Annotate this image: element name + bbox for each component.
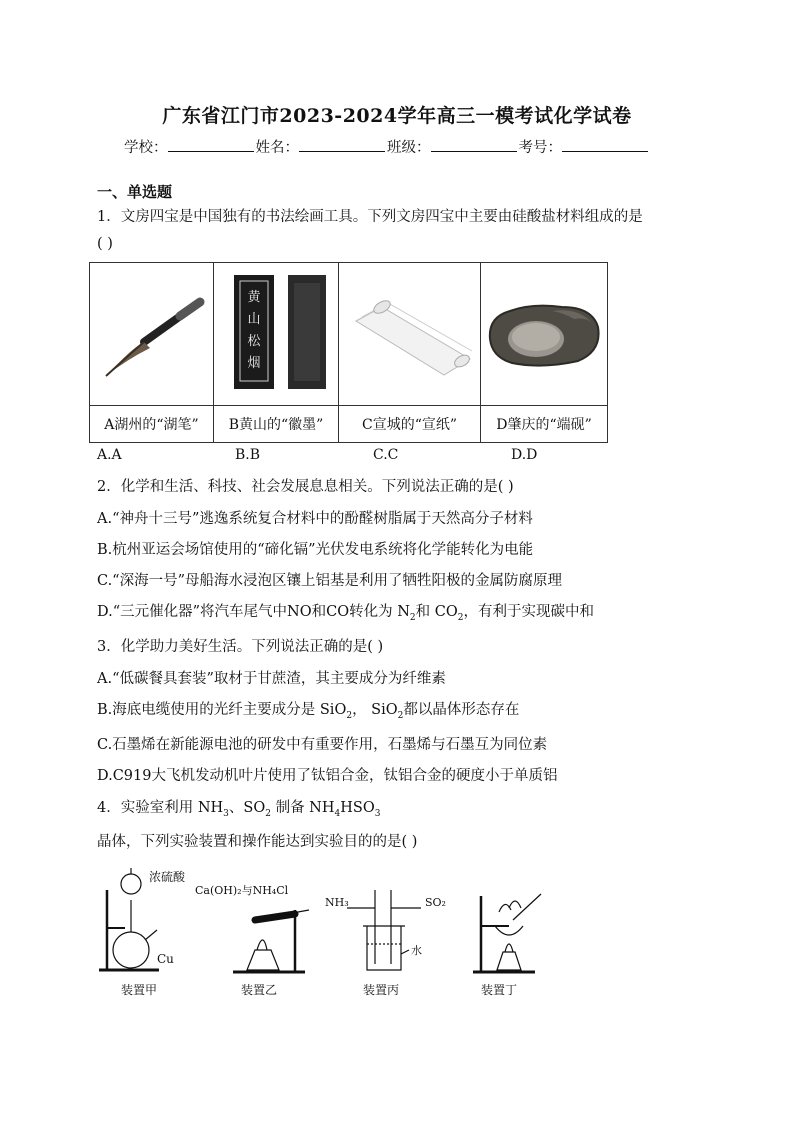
exam-number-blank[interactable] [562, 137, 648, 152]
school-blank[interactable] [168, 137, 254, 152]
school-field: 学校： [124, 136, 256, 157]
name-blank[interactable] [299, 137, 385, 152]
apparatus-jia [99, 868, 186, 997]
q4-stem-line2: 晶体，下列实验装置和操作能达到实验目的的是( ) [97, 834, 418, 850]
q1-stem-paren: ( ) [97, 236, 113, 252]
label-nh3: NH₃ [325, 896, 349, 909]
q1-stem: 1．文房四宝是中国独有的书法绘画工具。下列文房四宝中主要由硅酸盐材料组成的是 [97, 209, 643, 225]
label-reagent: Ca(OH)₂与NH₄Cl [195, 884, 289, 897]
label-so2: SO₂ [425, 896, 446, 909]
caption-yi: 装置乙 [241, 983, 278, 997]
caption-jia: 装置甲 [121, 983, 158, 997]
exam-title: 广东省江门市2023-2024学年高三一模考试化学试卷 [162, 105, 632, 127]
class-field: 班级： [387, 136, 519, 157]
q1-option-a[interactable]: A.A [97, 447, 122, 463]
section-title: 一、单选题 [97, 183, 173, 201]
caption-bing: 装置丙 [363, 983, 400, 997]
q4-apparatus-figure [95, 860, 555, 1005]
q3-option-d[interactable]: D.C919大飞机发动机叶片使用了钛铝合金，钛铝合金的硬度小于单质铝 [97, 768, 558, 784]
q3-stem: 3．化学助力美好生活。下列说法正确的是( ) [97, 639, 384, 655]
svg-text:烟: 烟 [247, 356, 261, 371]
svg-text:黄: 黄 [247, 290, 261, 305]
q1-option-b[interactable]: B.B [235, 447, 261, 463]
q2-stem: 2．化学和生活、科技、社会发展息息相关。下列说法正确的是( ) [97, 479, 514, 495]
q2-option-a[interactable]: A.“神舟十三号”逃逸系统复合材料中的酚醛树脂属于天然高分子材料 [97, 511, 533, 527]
svg-text:松: 松 [247, 334, 261, 349]
inkstone-image [481, 263, 608, 406]
q2-option-d[interactable]: D.“三元催化器”将汽车尾气中NO和CO转化为 $N_2$和 $CO_2$，有利于实现碳中和 [97, 604, 594, 623]
q3-option-b[interactable]: B.海底电缆使用的光纤主要成分是 SiO$_2$， SiO$_2$都以晶体形态存在 [97, 702, 520, 721]
svg-text:山: 山 [247, 312, 261, 327]
label-conc-sulfuric-acid: 浓硫酸 [149, 870, 186, 884]
name-field: 姓名： [256, 136, 388, 157]
class-blank[interactable] [431, 137, 517, 152]
student-info-line [124, 136, 650, 157]
q4-stem: 4．实验室利用 $NH_3$、$SO_2$ 制备 $NH_4HSO_3$ [97, 800, 381, 819]
q3-option-a[interactable]: A.“低碳餐具套装”取材于甘蔗渣，其主要成分为纤维素 [97, 671, 446, 687]
q2-option-c[interactable]: C.“深海一号”母船海水浸泡区镶上铝基是利用了牺牲阳极的金属防腐原理 [97, 573, 563, 589]
brush-image [90, 263, 214, 406]
q1-option-c[interactable]: C.C [373, 447, 399, 463]
q3-option-c[interactable]: C.石墨烯在新能源电池的研发中有重要作用，石墨烯与石墨互为同位素 [97, 737, 548, 753]
q1-option-d[interactable]: D.D [511, 447, 538, 463]
inkstick-image [214, 263, 339, 406]
apparatus-yi [195, 883, 309, 997]
q1-image-table [89, 262, 608, 443]
label-water: 水 [411, 944, 422, 957]
exam-number-field: 考号： [519, 136, 651, 157]
apparatus-ding [473, 894, 541, 997]
q1-caption-a: A湖州的“湖笔” [90, 406, 214, 443]
q1-caption-b: B黄山的“徽墨” [214, 406, 339, 443]
q1-caption-c: C宣城的“宣纸” [339, 406, 481, 443]
apparatus-bing [325, 890, 446, 997]
paper-image [339, 263, 481, 406]
caption-ding: 装置丁 [481, 983, 518, 997]
q1-caption-d: D肇庆的“端砚” [481, 406, 608, 443]
label-cu: Cu [157, 952, 174, 966]
q2-option-b[interactable]: B.杭州亚运会场馆使用的“碲化镉”光伏发电系统将化学能转化为电能 [97, 542, 534, 558]
